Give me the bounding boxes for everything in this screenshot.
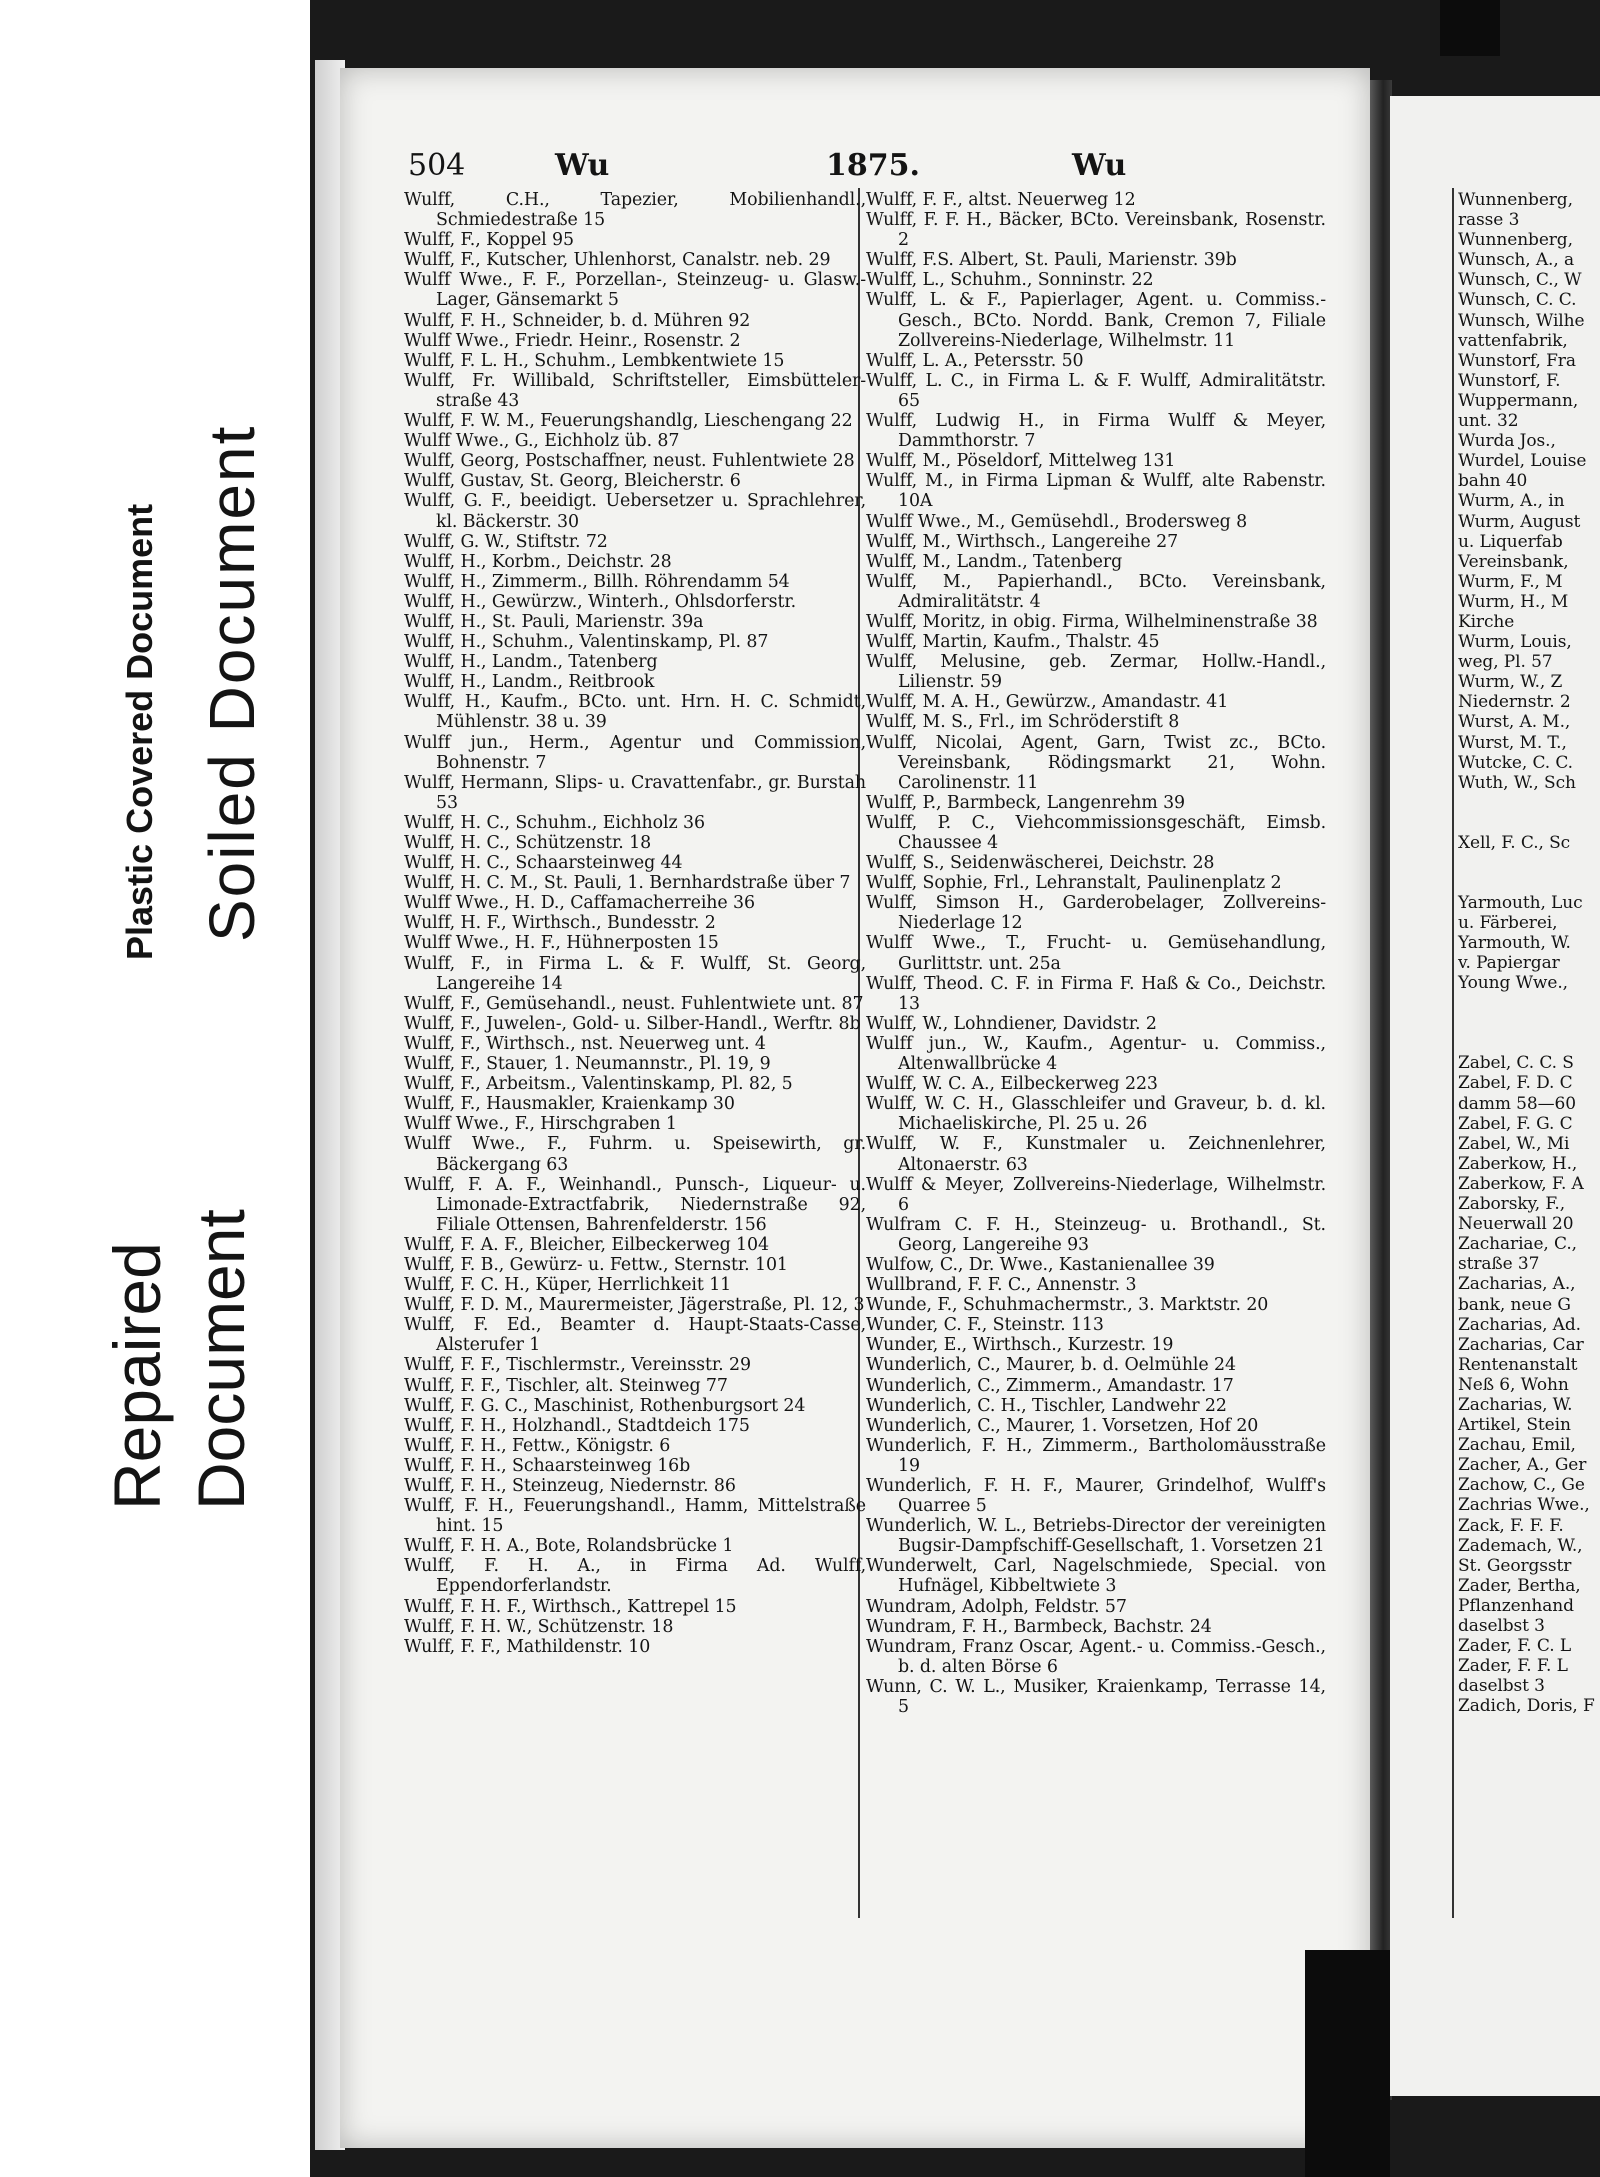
directory-entry: Artikel, Stein <box>1458 1415 1571 1436</box>
directory-entry: Wulff, H., St. Pauli, Marienstr. 39a <box>404 611 704 632</box>
scan-clip-bottom <box>1305 1950 1390 2177</box>
directory-entry: Wulff, C.H., Tapezier, Mobilienhandl., Schmiedestraße 15 <box>404 190 866 231</box>
directory-entry: Wurda Jos., <box>1458 431 1556 452</box>
directory-entry: bahn 40 <box>1458 471 1528 492</box>
directory-entry: Neuerwall 20 <box>1458 1214 1574 1235</box>
entries-column-facing-page <box>1458 190 1600 1716</box>
directory-entry: Wulff, M., in Firma Lipman & Wulff, alte Rabenstr. 10A <box>866 471 1326 512</box>
directory-entry: Wulff, P. C., Viehcommissionsgeschäft, Eimsb. Chaussee 4 <box>866 812 1326 853</box>
directory-entry: Wulff, Simson H., Garderobelager, Zollvereins-Niederlage 12 <box>866 893 1326 934</box>
repaired-label-line2: Document <box>184 1209 258 1510</box>
directory-entry: Wulff, H. C., Schaarsteinweg 44 <box>404 853 683 874</box>
directory-entry: Wurst, A. M., <box>1458 712 1571 733</box>
directory-entry: Wulff, F. F., altst. Neuerweg 12 <box>866 190 1136 210</box>
directory-entry: Wulff, L. A., Petersstr. 50 <box>866 350 1084 371</box>
directory-entry: Vereinsbank, <box>1458 551 1569 572</box>
directory-entry: Wulff, Fr. Willibald, Schriftsteller, Eimsbütteler-straße 43 <box>404 370 866 411</box>
directory-entry: Zader, Bertha, <box>1458 1575 1581 1596</box>
directory-entry: Wulff Wwe., Friedr. Heinr., Rosenstr. 2 <box>404 330 741 351</box>
directory-entry: Wulff, F., Juwelen-, Gold- u. Silber-Handl., Werftr. 8b <box>404 1013 861 1034</box>
scan-clip-top <box>1440 0 1500 56</box>
directory-entry: Rentenanstalt <box>1458 1354 1578 1375</box>
directory-entry: Wulff Wwe., G., Eichholz üb. 87 <box>404 431 680 452</box>
directory-entry: Wundram, Franz Oscar, Agent.- u. Commiss.-Gesch., b. d. alten Börse 6 <box>866 1636 1326 1677</box>
directory-entry: Wutcke, C. C. <box>1458 752 1573 773</box>
directory-entry: Wunderlich, C., Maurer, b. d. Oelmühle 24 <box>866 1355 1236 1376</box>
directory-entry: Wulff, F., Stauer, 1. Neumannstr., Pl. 19, 9 <box>404 1054 771 1075</box>
directory-entry: Zadich, Doris, F <box>1458 1696 1595 1717</box>
directory-entry: Wulff, Georg, Postschaffner, neust. Fuhlentwiete 28 <box>404 451 855 472</box>
directory-entry: Wulff Wwe., F. F., Porzellan-, Steinzeug- u. Glasw.-Lager, Gänsemarkt 5 <box>404 270 866 311</box>
directory-entry: Zabel, W., Mi <box>1458 1133 1570 1154</box>
directory-entry: Yarmouth, W. <box>1458 933 1571 954</box>
directory-entry: Wunstorf, Fra <box>1458 350 1576 371</box>
directory-entry: Wulff, H., Landm., Tatenberg <box>404 652 658 673</box>
directory-entry: Zaborsky, F., <box>1458 1194 1566 1215</box>
directory-entry: Wulff, F., Koppel 95 <box>404 230 574 251</box>
directory-entry: Zacharias, A., <box>1458 1274 1576 1295</box>
directory-entry: Zachow, C., Ge <box>1458 1475 1585 1496</box>
directory-entry: Wulff, F. A. F., Bleicher, Eilbeckerweg 104 <box>404 1234 769 1255</box>
directory-entry: Wulff, H. C., Schuhm., Eichholz 36 <box>404 812 705 833</box>
directory-entry: Wulff, F., Gemüsehandl., neust. Fuhlentwiete unt. 87 <box>404 993 864 1014</box>
directory-entry: Wulff, P., Barmbeck, Langenrehm 39 <box>866 792 1186 813</box>
directory-entry: Zader, F. F. L <box>1458 1656 1568 1677</box>
directory-entry: Wurm, A., in <box>1458 491 1565 512</box>
directory-entry: vattenfabrik, <box>1458 330 1568 351</box>
directory-entry: straße 37 <box>1458 1254 1540 1275</box>
directory-entry: u. Liquerfab <box>1458 531 1563 552</box>
directory-entry: Zachrias Wwe., <box>1458 1495 1590 1516</box>
directory-entry: Wunnenberg, <box>1458 190 1573 210</box>
directory-entry: Wulff, Hermann, Slips- u. Cravattenfabr., gr. Burstah 53 <box>404 772 866 813</box>
directory-entry: Wulff, W., Lohndiener, Davidstr. 2 <box>866 1013 1157 1034</box>
directory-entry: rasse 3 <box>1458 210 1520 231</box>
directory-entry: Niedernstr. 2 <box>1458 692 1571 713</box>
directory-entry: Wunnenberg, <box>1458 230 1573 251</box>
directory-entry: Zack, F. F. F. <box>1458 1515 1564 1536</box>
directory-entry <box>1458 793 1600 813</box>
directory-entry: Wunderlich, F. H. F., Maurer, Grindelhof, Wulff's Quarree 5 <box>866 1476 1326 1517</box>
directory-entry: Wurm, F., M <box>1458 571 1563 592</box>
directory-entry: Wulff Wwe., F., Hirschgraben 1 <box>404 1114 677 1135</box>
directory-entry: Wunsch, A., a <box>1458 250 1575 271</box>
directory-entry: Wulff, Ludwig H., in Firma Wulff & Meyer, Dammthorstr. 7 <box>866 411 1326 452</box>
directory-entry: Zacher, A., Ger <box>1458 1455 1587 1476</box>
directory-entry: Wulff, F. L. H., Schuhm., Lembkentwiete 15 <box>404 350 785 371</box>
directory-entry: Wulff, F. H., Steinzeug, Niedernstr. 86 <box>404 1476 736 1496</box>
directory-entry: Wulff Wwe., F., Fuhrm. u. Speisewirth, gr. Bäckergang 63 <box>404 1134 866 1175</box>
directory-entry: Wulff, H. C., Schützenstr. 18 <box>404 833 652 853</box>
directory-entry: Wulff, H., Gewürzw., Winterh., Ohlsdorferstr. <box>404 591 797 612</box>
directory-entry: Wulff, F. A. F., Weinhandl., Punsch-, Liqueur- u. Limonade-Extractfabrik, Niedernstraße 92, Filiale Ottensen, Bahrenfelderstr. 156 <box>404 1174 866 1235</box>
directory-entry: Zaberkow, F. A <box>1458 1173 1584 1194</box>
directory-entry: Zachau, Emil, <box>1458 1435 1576 1456</box>
directory-entry: daselbst 3 <box>1458 1616 1545 1636</box>
directory-entry: Zacharias, Car <box>1458 1334 1584 1355</box>
directory-entry: Wulff, H. C. M., St. Pauli, 1. Bernhardstraße über 7 <box>404 873 851 894</box>
directory-entry: Wunderlich, W. L., Betriebs-Director der vereinigten Bugsir-Dampfschiff-Gesellschaft, 1. Vorsetzen 21 <box>866 1516 1326 1557</box>
directory-entry: Zachariae, C., <box>1458 1234 1577 1255</box>
directory-entry: Wunder, E., Wirthsch., Kurzestr. 19 <box>866 1335 1174 1356</box>
directory-entry: Wundram, F. H., Barmbeck, Bachstr. 24 <box>866 1616 1212 1637</box>
directory-entry: Wulff, F. H., Holzhandl., Stadtdeich 175 <box>404 1415 750 1436</box>
directory-entry: Wunder, C. F., Steinstr. 113 <box>866 1315 1104 1336</box>
directory-entry: Wulff, Gustav, St. Georg, Bleicherstr. 6 <box>404 471 741 492</box>
directory-entry: Wuth, W., Sch <box>1458 772 1576 793</box>
directory-entry: Zaberkow, H., <box>1458 1153 1578 1174</box>
directory-entry: Zabel, C. C. S <box>1458 1053 1574 1074</box>
directory-entry <box>1458 1013 1600 1033</box>
directory-entry: Xell, F. C., Sc <box>1458 832 1571 853</box>
directory-entry: damm 58—60 <box>1458 1093 1576 1114</box>
directory-entry: Wulff, Nicolai, Agent, Garn, Twist zc., BCto. Vereinsbank, Rödingsmarkt 21, Wohn. Carolinenstr. 11 <box>866 732 1326 793</box>
directory-entry: Wulff, M. S., Frl., im Schröderstift 8 <box>866 712 1180 733</box>
book-gutter <box>1370 80 1392 2100</box>
directory-entry: Wulff Wwe., H. F., Hühnerposten 15 <box>404 933 719 954</box>
directory-entry: Neß 6, Wohn <box>1458 1374 1569 1395</box>
directory-entry: Wulff, F. W. M., Feuerungshandlg, Lieschengang 22 <box>404 411 853 432</box>
directory-entry: Wulfow, C., Dr. Wwe., Kastanienallee 39 <box>866 1254 1215 1275</box>
directory-entry <box>1458 1033 1600 1053</box>
directory-entry: Wulff, Sophie, Frl., Lehranstalt, Paulinenplatz 2 <box>866 873 1282 894</box>
column-rule-facing <box>1452 188 1454 1918</box>
directory-entry: Wulff, F. Ed., Beamter d. Haupt-Staats-Casse, Alsterufer 1 <box>404 1315 866 1356</box>
directory-entry: Wulff, F. H., Feuerungshandl., Hamm, Mittelstraße hint. 15 <box>404 1496 866 1537</box>
directory-entry: Zacharias, W. <box>1458 1394 1573 1415</box>
directory-entry: Wulff, Theod. C. F. in Firma F. Haß & Co., Deichstr. 13 <box>866 973 1326 1014</box>
directory-entry <box>1458 873 1600 893</box>
directory-entry: Wulff, H. F., Wirthsch., Bundesstr. 2 <box>404 913 716 934</box>
directory-entry: Wurm, W., Z <box>1458 672 1563 693</box>
directory-entry: daselbst 3 <box>1458 1676 1545 1697</box>
running-head-left: Wu <box>555 148 610 183</box>
directory-entry: Wulff, F. H. A., Bote, Rolandsbrücke 1 <box>404 1536 734 1557</box>
directory-entry: Wurm, H., M <box>1458 591 1569 612</box>
directory-entry: Wullbrand, F. F. C., Annenstr. 3 <box>866 1275 1137 1296</box>
directory-entry: Wulff, F. H., Schneider, b. d. Mühren 92 <box>404 310 751 331</box>
directory-entry: Wulff jun., Herm., Agentur und Commission, Bohnenstr. 7 <box>404 732 866 773</box>
directory-entry: Wulff, F. H., Schaarsteinweg 16b <box>404 1455 691 1476</box>
directory-entry: Wulff, F., Kutscher, Uhlenhorst, Canalstr. neb. 29 <box>404 250 831 271</box>
directory-entry: Wulff, M., Papierhandl., BCto. Vereinsbank, Admiralitätstr. 4 <box>866 571 1326 612</box>
directory-entry: Wulff, H., Schuhm., Valentinskamp, Pl. 87 <box>404 632 769 653</box>
directory-entry: Wulff, F. H., Fettw., Königstr. 6 <box>404 1435 671 1456</box>
directory-entry: Wulff, H., Korbm., Deichstr. 28 <box>404 551 672 572</box>
directory-entry: Wulff, F. H. A., in Firma Ad. Wulff, Eppendorferlandstr. <box>404 1556 866 1597</box>
directory-entry: Wulff, F., Hausmakler, Kraienkamp 30 <box>404 1094 735 1115</box>
directory-entry: Wulff jun., W., Kaufm., Agentur- u. Commiss., Altenwallbrücke 4 <box>866 1033 1326 1075</box>
directory-entry: Wulfram C. F. H., Steinzeug- u. Brothandl., St. Georg, Langereihe 93 <box>866 1214 1326 1255</box>
directory-entry: Zacharias, Ad. <box>1458 1314 1581 1335</box>
running-head-right: Wu <box>1072 148 1127 183</box>
directory-entry: Wulff, G. W., Stiftstr. 72 <box>404 531 608 552</box>
directory-entry: Wulff, W. C. A., Eilbeckerweg 223 <box>866 1074 1158 1095</box>
directory-entry: Wulff, F., in Firma L. & F. Wulff, St. Georg, Langereihe 14 <box>404 953 866 994</box>
directory-entry: weg, Pl. 57 <box>1458 652 1553 673</box>
directory-entry: Wulff, S., Seidenwäscherei, Deichstr. 28 <box>866 853 1215 874</box>
repaired-label-line1: Repaired <box>100 1242 174 1510</box>
directory-entry: Wulff & Meyer, Zollvereins-Niederlage, Wilhelmstr. 6 <box>866 1174 1326 1215</box>
directory-entry: Wunstorf, F. <box>1458 370 1561 391</box>
directory-entry: Wulff, W. C. H., Glasschleifer und Graveur, b. d. kl. Michaeliskirche, Pl. 25 u. 26 <box>866 1094 1326 1135</box>
directory-entry: unt. 32 <box>1458 411 1519 432</box>
directory-entry: Wulff Wwe., T., Frucht- u. Gemüsehandlung, Gurlittstr. unt. 25a <box>866 933 1326 974</box>
directory-entry: Wulff, F. B., Gewürz- u. Fettw., Sternstr. 101 <box>404 1254 788 1275</box>
directory-entry: u. Färberei, <box>1458 913 1558 933</box>
directory-entry: Young Wwe., <box>1458 973 1568 994</box>
directory-entry: Wulff, W. F., Kunstmaler u. Zeichnenlehrer, Altonaerstr. 63 <box>866 1134 1326 1175</box>
directory-entry: Wuppermann, <box>1458 390 1579 411</box>
directory-entry: Wurm, August <box>1458 511 1581 532</box>
directory-entry: Wurdel, Louise <box>1458 451 1587 472</box>
directory-entry: Wulff, F. H. F., Wirthsch., Kattrepel 15 <box>404 1596 737 1617</box>
directory-entry: Wulff, F. C. H., Küper, Herrlichkeit 11 <box>404 1275 732 1296</box>
directory-entry: Wunderlich, C., Zimmerm., Amandastr. 17 <box>866 1375 1234 1396</box>
plastic-covered-label: Plastic Covered Document <box>119 503 160 960</box>
directory-entry: Wulff, F. F., Mathildenstr. 10 <box>404 1636 651 1657</box>
directory-entry: Wunsch, C., W <box>1458 270 1582 291</box>
running-head-year: 1875. <box>826 148 920 183</box>
directory-entry: Wulff, M., Wirthsch., Langereihe 27 <box>866 531 1179 552</box>
directory-entry: Wurm, Louis, <box>1458 632 1572 653</box>
directory-entry: Pflanzenhand <box>1458 1595 1574 1616</box>
directory-entry <box>1458 853 1600 873</box>
directory-entry: Wulff, M. A. H., Gewürzw., Amandastr. 41 <box>866 692 1229 713</box>
directory-entry: Wulff, F. G. C., Maschinist, Rothenburgsort 24 <box>404 1395 806 1416</box>
directory-entry: Yarmouth, Luc <box>1458 892 1583 913</box>
directory-entry: Wunsch, C. C. <box>1458 290 1577 311</box>
directory-entry: Wulff, M., Pöseldorf, Mittelweg 131 <box>866 451 1176 472</box>
directory-entry: Wulff, Moritz, in obig. Firma, Wilhelminenstraße 38 <box>866 611 1318 632</box>
directory-entry: Wulff, L. C., in Firma L. & F. Wulff, Admiralitätstr. 65 <box>866 370 1326 411</box>
directory-entry: Wulff, F. D. M., Maurermeister, Jägerstraße, Pl. 12, 3 <box>404 1295 865 1316</box>
directory-entry: Wulff, F. F., Tischlermstr., Vereinsstr. 29 <box>404 1355 751 1376</box>
directory-entry: Wulff, F. H. W., Schützenstr. 18 <box>404 1616 674 1637</box>
directory-entry: Wunsch, Wilhe <box>1458 310 1585 331</box>
directory-entry: Wundram, Adolph, Feldstr. 57 <box>866 1596 1127 1617</box>
entries-column-right <box>866 190 1326 1717</box>
directory-entry: Wulff, M., Landm., Tatenberg <box>866 551 1123 572</box>
directory-entry: Wulff, F.S. Albert, St. Pauli, Marienstr. 39b <box>866 250 1237 271</box>
directory-entry <box>1458 813 1600 833</box>
entries-column-left <box>404 190 866 1657</box>
directory-entry: St. Georgsstr <box>1458 1555 1572 1576</box>
directory-entry: Wulff, Melusine, geb. Zermar, Hollw.-Handl., Lilienstr. 59 <box>866 652 1326 693</box>
directory-entry: bank, neue G <box>1458 1294 1571 1315</box>
directory-entry: Wunderwelt, Carl, Nagelschmiede, Special. von Hufnägel, Kibbeltwiete 3 <box>866 1556 1326 1597</box>
directory-entry: Zabel, F. D. C <box>1458 1073 1573 1094</box>
directory-entry: v. Papiergar <box>1458 953 1560 974</box>
directory-entry: Wunderlich, C., Maurer, 1. Vorsetzen, Hof 20 <box>866 1415 1259 1436</box>
directory-entry: Wunderlich, F. H., Zimmerm., Bartholomäusstraße 19 <box>866 1435 1326 1476</box>
page-number: 504 <box>408 148 466 183</box>
directory-entry: Wunn, C. W. L., Musiker, Kraienkamp, Terrasse 14, 5 <box>866 1676 1326 1718</box>
directory-entry: Wulff, G. F., beeidigt. Uebersetzer u. Sprachlehrer, kl. Bäckerstr. 30 <box>404 491 866 532</box>
directory-entry: Zabel, F. G. C <box>1458 1113 1573 1134</box>
directory-entry: Wulff Wwe., H. D., Caffamacherreihe 36 <box>404 893 755 914</box>
directory-entry: Wunderlich, C. H., Tischler, Landwehr 22 <box>866 1395 1227 1416</box>
directory-entry: Wulff, F., Arbeitsm., Valentinskamp, Pl. 82, 5 <box>404 1074 793 1095</box>
directory-entry: Wulff, Martin, Kaufm., Thalstr. 45 <box>866 632 1160 653</box>
soiled-label: Soiled Document <box>196 424 268 942</box>
directory-entry: Zademach, W., <box>1458 1535 1583 1556</box>
directory-entry: Wulff Wwe., M., Gemüsehdl., Brodersweg 8 <box>866 511 1248 532</box>
directory-entry: Zader, F. C. L <box>1458 1636 1572 1657</box>
directory-entry: Wunde, F., Schuhmachermstr., 3. Marktstr. 20 <box>866 1295 1269 1316</box>
directory-entry: Wulff, F., Wirthsch., nst. Neuerweg unt. 4 <box>404 1033 766 1054</box>
directory-entry: Wulff, H., Zimmerm., Billh. Röhrendamm 54 <box>404 571 790 592</box>
directory-entry: Wulff, F. F. H., Bäcker, BCto. Vereinsbank, Rosenstr. 2 <box>866 210 1326 251</box>
directory-entry: Kirche <box>1458 611 1515 632</box>
directory-entry: Wulff, H., Landm., Reitbrook <box>404 672 655 693</box>
directory-entry: Wulff, F. F., Tischler, alt. Steinweg 77 <box>404 1375 728 1396</box>
directory-entry <box>1458 993 1600 1013</box>
directory-entry: Wulff, H., Kaufm., BCto. unt. Hrn. H. C. Schmidt, Mühlenstr. 38 u. 39 <box>404 692 866 733</box>
directory-entry: Wurst, M. T., <box>1458 732 1567 753</box>
directory-entry: Wulff, L. & F., Papierlager, Agent. u. Commiss.-Gesch., BCto. Nordd. Bank, Cremon 7, Filiale Zollvereins-Niederlage, Wilhelmstr. 11 <box>866 290 1326 351</box>
directory-entry: Wulff, L., Schuhm., Sonninstr. 22 <box>866 270 1154 291</box>
